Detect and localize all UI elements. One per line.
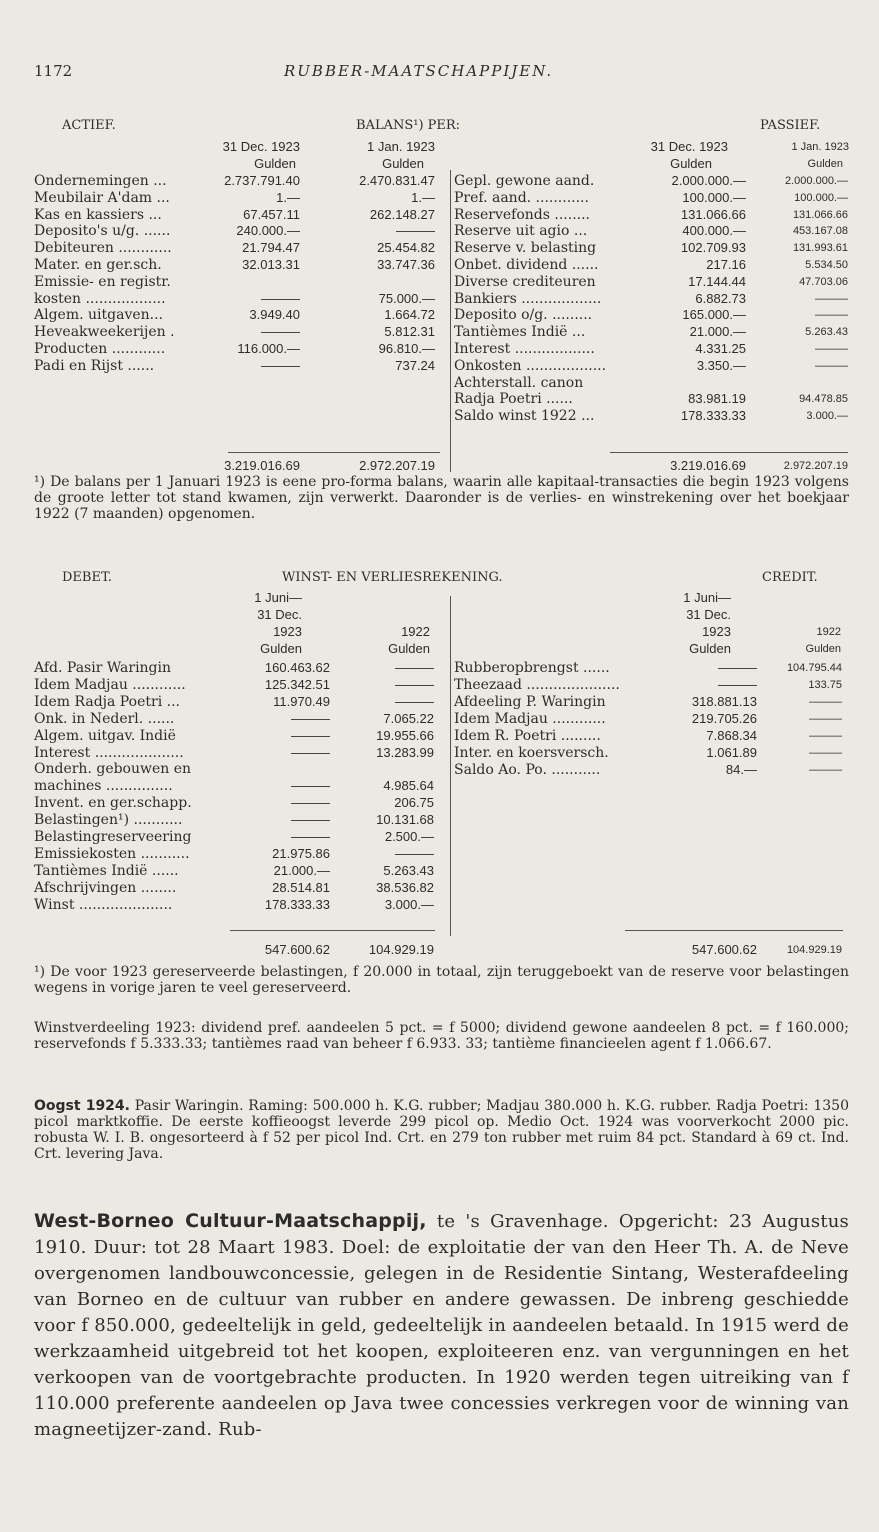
row-value: 100.000.—: [794, 191, 848, 204]
total-rule: [230, 930, 435, 931]
row-value: 262.148.27: [369, 206, 435, 222]
row-value: 83.981.19: [688, 391, 746, 407]
row-value: 3.350.—: [696, 357, 746, 373]
row-label: Belastingen¹) ...........: [34, 812, 183, 829]
row-value: 453.167.08: [792, 225, 848, 238]
row-value: 1.061.89: [706, 745, 757, 760]
row-value: 7.868.34: [706, 728, 757, 743]
row-label: Winst .....................: [34, 896, 173, 913]
row-value: 5.534.50: [805, 259, 848, 271]
row-value: 21.794.47: [242, 240, 300, 256]
row-value: ———: [809, 730, 842, 742]
total-value: 3.219.016.69: [670, 458, 746, 473]
col-head: Gulden: [388, 641, 430, 656]
row-value: 240.000.—: [236, 223, 300, 239]
row-value: 21.000.—: [273, 862, 330, 878]
balance-footnote: ¹) De balans per 1 Januari 1923 is eene pro-forma balans, waarin alle kapitaal-transacties die begin 1923 volgens de groote letter tot stand kwamen, zijn verwerkt. Daaronder is de verlies- en winstrekening over het boekjaar 1922 (7 maanden) opgenomen.: [34, 474, 849, 522]
row-value: ———: [809, 747, 842, 759]
col-unit: Gulden: [670, 156, 712, 171]
row-value: ———: [291, 812, 330, 828]
row-label: Radja Poetri ......: [454, 391, 573, 408]
row-value: 1.—: [276, 189, 300, 205]
row-value: ———: [291, 795, 330, 811]
row-label: Saldo winst 1922 ...: [454, 408, 595, 425]
row-label: Diverse crediteuren: [454, 273, 596, 290]
col-head: Gulden: [689, 641, 731, 656]
row-label: Ondernemingen ...: [34, 173, 167, 189]
row-label: Heveakweekerijen .: [34, 324, 175, 341]
row-label: machines ...............: [34, 778, 173, 795]
row-label: Reserve uit agio ...: [454, 223, 588, 240]
row-value: 4.331.25: [695, 341, 746, 356]
row-value: 116.000.—: [237, 341, 300, 356]
col-head: 1 Jan. 1923: [367, 139, 435, 154]
row-label: Tantièmes Indië ......: [34, 862, 179, 879]
row-label: Reserve v. belasting: [454, 240, 597, 257]
running-title: RUBBER-MAATSCHAPPIJEN.: [284, 62, 554, 80]
row-value: 1.—: [411, 189, 435, 205]
row-label: Onbet. dividend ......: [454, 257, 599, 273]
col-head: 31 Dec. 1923: [650, 139, 728, 154]
row-value: 178.333.33: [680, 408, 746, 424]
row-value: 17.144.44: [688, 273, 746, 289]
row-value: 67.457.11: [243, 206, 300, 222]
row-label: Algem. uitgav. Indië: [34, 727, 176, 744]
col-head: 1923: [273, 624, 302, 639]
row-label: Afd. Pasir Waringin: [34, 660, 172, 676]
row-value: ———: [395, 676, 434, 692]
row-value: 2.000.000.—: [785, 175, 848, 187]
row-value: 32.013.31: [242, 257, 300, 272]
row-value: ———: [291, 710, 330, 726]
row-value: ———: [395, 845, 434, 861]
row-value: 75.000.—: [378, 290, 435, 306]
col-head: 1 Juni—: [254, 590, 302, 605]
total-value: 547.600.62: [691, 942, 757, 957]
row-value: ———: [815, 343, 848, 355]
col-head: 31 Dec.: [686, 607, 731, 622]
company-entry: [34, 1208, 849, 1443]
row-value: ———: [718, 660, 757, 675]
row-value: 165.000.—: [682, 307, 746, 323]
row-value: 178.333.33: [264, 896, 330, 912]
row-value: 131.066.66: [792, 208, 848, 221]
row-value: 206.75: [394, 795, 434, 811]
row-value: ———: [815, 309, 848, 322]
row-value: 6.882.73: [695, 290, 746, 306]
col-head: 1 Jan. 1923: [791, 141, 849, 153]
row-label: Achterstall. canon: [454, 374, 584, 391]
total-value: 2.972.207.19: [783, 460, 848, 472]
row-value: 2.500.—: [384, 829, 434, 844]
row-value: 7.065.22: [383, 710, 434, 726]
row-label: Kas en kassiers ...: [34, 206, 162, 223]
row-label: Idem Madjau ............: [454, 711, 606, 727]
row-label: Afschrijvingen ........: [34, 879, 177, 896]
row-label: Rubberopbrengst ......: [454, 660, 610, 676]
row-value: ———: [291, 727, 330, 743]
row-value: ———: [718, 677, 757, 692]
row-value: 84.—: [725, 762, 757, 777]
row-label: Idem Radja Poetri ...: [34, 693, 180, 710]
row-label: Belastingreserveering: [34, 829, 192, 845]
col-unit: Gulden: [807, 158, 843, 170]
row-value: ———: [396, 223, 435, 239]
row-label: Onk. in Nederl. ......: [34, 710, 175, 727]
total-value: 2.972.207.19: [359, 458, 435, 473]
row-label: Idem R. Poetri .........: [454, 728, 601, 744]
row-label: Bankiers ..................: [454, 290, 602, 307]
row-value: ———: [395, 693, 434, 709]
row-value: 10.131.68: [376, 812, 434, 828]
row-value: 133.75: [808, 679, 842, 691]
row-value: 125.342.51: [264, 676, 330, 692]
row-value: ———: [291, 829, 330, 844]
row-value: 33.747.36: [377, 257, 435, 272]
col-head: 31 Dec. 1923: [222, 139, 300, 154]
row-value: ———: [261, 357, 300, 373]
column-divider: [450, 596, 451, 936]
profit-distribution: Winstverdeeling 1923: dividend pref. aandeelen 5 pct. = f 5000; dividend gewone aandeelen 8 pct. = f 160.000; reservefonds f 5.333.33; tantièmes raad van beheer f 6.933. 33; tantième financieelen agent f 1.066.67.: [34, 1020, 849, 1052]
balance-title: BALANS¹) PER:: [356, 118, 461, 133]
row-value: 38.536.82: [376, 879, 434, 895]
row-value: ———: [815, 292, 848, 305]
balance-right-label: PASSIEF.: [760, 118, 821, 133]
row-value: 131.066.66: [680, 206, 746, 222]
total-value: 547.600.62: [264, 942, 330, 957]
row-label: Inter. en koersversch.: [454, 745, 609, 761]
col-head: 1923: [702, 624, 731, 639]
row-value: 104.795.44: [786, 662, 842, 674]
pl-title: WINST- EN VERLIESREKENING.: [282, 570, 503, 585]
row-value: 2.470.831.47: [359, 173, 435, 188]
harvest-heading: Oogst 1924.: [34, 1098, 130, 1114]
row-label: Interest ....................: [34, 744, 184, 761]
row-value: ———: [291, 744, 330, 760]
total-rule: [610, 452, 848, 453]
row-value: 5.263.43: [383, 862, 434, 878]
row-value: 400.000.—: [682, 223, 746, 239]
row-value: 25.454.82: [377, 240, 435, 256]
row-label: Onderh. gebouwen en: [34, 761, 192, 778]
row-label: Algem. uitgaven...: [34, 307, 164, 324]
row-value: ———: [291, 778, 330, 794]
row-value: ———: [261, 324, 300, 340]
row-label: Pref. aand. ............: [454, 189, 589, 206]
row-label: Tantièmes Indië ...: [454, 324, 586, 341]
col-head: 1922: [401, 624, 430, 639]
row-label: Saldo Ao. Po. ...........: [454, 762, 601, 778]
total-value: 104.929.19: [786, 944, 842, 956]
row-value: 5.812.31: [384, 324, 435, 340]
row-label: Theezaad .....................: [454, 677, 620, 693]
col-unit: Gulden: [254, 156, 296, 171]
row-value: 28.514.81: [272, 879, 330, 895]
total-value: 104.929.19: [368, 942, 434, 957]
row-value: 102.709.93: [680, 240, 746, 256]
row-label: Debiteuren ............: [34, 240, 172, 257]
balance-left-label: ACTIEF.: [62, 118, 116, 133]
row-value: 47.703.06: [799, 275, 848, 288]
row-value: 3.000.—: [384, 896, 434, 912]
row-value: 160.463.62: [264, 660, 330, 675]
row-label: kosten ..................: [34, 290, 166, 307]
pl-footnote: ¹) De voor 1923 gereserveerde belastingen, f 20.000 in totaal, zijn teruggeboekt van de reserve voor belastingen wegens in vorige jaren te veel gereserveerd.: [34, 964, 849, 996]
row-value: ———: [815, 359, 848, 372]
col-head: Gulden: [805, 643, 841, 655]
row-value: 318.881.13: [691, 694, 757, 709]
row-label: Onkosten ..................: [454, 357, 607, 374]
row-value: 4.985.64: [383, 778, 434, 794]
row-value: 219.705.26: [691, 711, 757, 726]
row-value: 100.000.—: [682, 189, 746, 205]
row-label: Emissie- en registr.: [34, 273, 171, 290]
row-label: Emissiekosten ...........: [34, 845, 190, 862]
column-divider: [450, 170, 451, 472]
row-value: 217.16: [706, 257, 746, 272]
row-value: ———: [809, 764, 842, 776]
row-value: 96.810.—: [378, 341, 435, 356]
row-label: Interest ..................: [454, 341, 595, 357]
row-label: Deposito o/g. .........: [454, 307, 593, 324]
row-value: 3.949.40: [249, 307, 300, 323]
total-rule: [228, 452, 440, 453]
row-label: Producten ............: [34, 341, 166, 357]
row-label: Idem Madjau ............: [34, 676, 186, 693]
row-value: 131.993.61: [792, 242, 848, 255]
row-value: 2.000.000.—: [671, 173, 746, 188]
row-value: 13.283.99: [376, 744, 434, 760]
harvest-text: Pasir Waringin. Raming: 500.000 h. K.G. rubber; Madjau 380.000 h. K.G. rubber. Radja Poetri: 1350 picol marktkoffie. De eerste koffieoogst leverde 299 picol op. Medio Oct. 1924 was voorverkocht 2000 pic. robusta W. I. B. ongesorteerd à f 52 per picol Ind. Crt. en 279 ton rubber met ruim 84 pct. Standard à 69 ct. Ind. Crt. levering Java.: [34, 1098, 849, 1162]
row-value: ———: [809, 713, 842, 725]
row-value: 2.737.791.40: [224, 173, 300, 188]
page-number: 1172: [34, 62, 73, 80]
row-label: Reservefonds ........: [454, 206, 591, 223]
company-text: te 's Gravenhage. Opgericht: 23 Augustus 1910. Duur: tot 28 Maart 1983. Doel: de exploitatie der van den Heer Th. A. de Neve overgenomen landbouwconcessie, gelegen in de Residentie Sintang, Westerafdeeling van Borneo en de cultuur van rubber en andere gewassen. De inbreng geschiedde voor f 850.000, gedeeltelijk in geld, gedeeltelijk in aandeelen betaald. In 1915 werd de werkzaamheid uitgebreid tot het koopen, exploiteeren enz. van vergunningen en het verkoopen van de voortgebrachte producten. In 1920 werden tegen uitreiking van f 110.000 preferente aandeelen op Java twee concessies verkregen voor de winning van magneetijzer-zand. Rub-: [34, 1211, 849, 1440]
row-value: 737.24: [395, 357, 435, 373]
page-header: [34, 62, 849, 84]
pl-left-label: DEBET.: [62, 570, 112, 585]
row-value: ———: [395, 660, 434, 675]
row-label: Invent. en ger.schapp.: [34, 795, 192, 812]
row-value: 21.975.86: [272, 845, 330, 861]
row-value: 3.000.—: [806, 410, 848, 423]
col-head: 1 Juni—: [683, 590, 731, 605]
col-head: Gulden: [260, 641, 302, 656]
row-value: 19.955.66: [376, 727, 434, 743]
row-value: 11.970.49: [273, 693, 330, 709]
row-value: 21.000.—: [689, 324, 746, 340]
row-label: Mater. en ger.sch.: [34, 257, 162, 273]
harvest-paragraph: [34, 1098, 849, 1162]
total-value: 3.219.016.69: [224, 458, 300, 473]
row-label: Meubilair A'dam ...: [34, 189, 170, 206]
col-head: 1922: [816, 626, 841, 638]
row-label: Afdeeling P. Waringin: [454, 694, 606, 710]
row-value: ———: [809, 696, 842, 708]
col-unit: Gulden: [382, 156, 424, 171]
row-label: Gepl. gewone aand.: [454, 173, 595, 189]
pl-right-label: CREDIT.: [762, 570, 818, 585]
row-value: 1.664.72: [384, 307, 435, 323]
col-head: 31 Dec.: [257, 607, 302, 622]
row-value: ———: [261, 290, 300, 306]
row-label: Padi en Rijst ......: [34, 357, 155, 374]
row-value: 94.478.85: [799, 393, 848, 406]
total-rule: [625, 930, 843, 931]
row-label: Deposito's u/g. ......: [34, 223, 171, 240]
company-name: West-Borneo Cultuur-Maatschappij,: [34, 1210, 427, 1232]
row-value: 5.263.43: [805, 326, 848, 339]
